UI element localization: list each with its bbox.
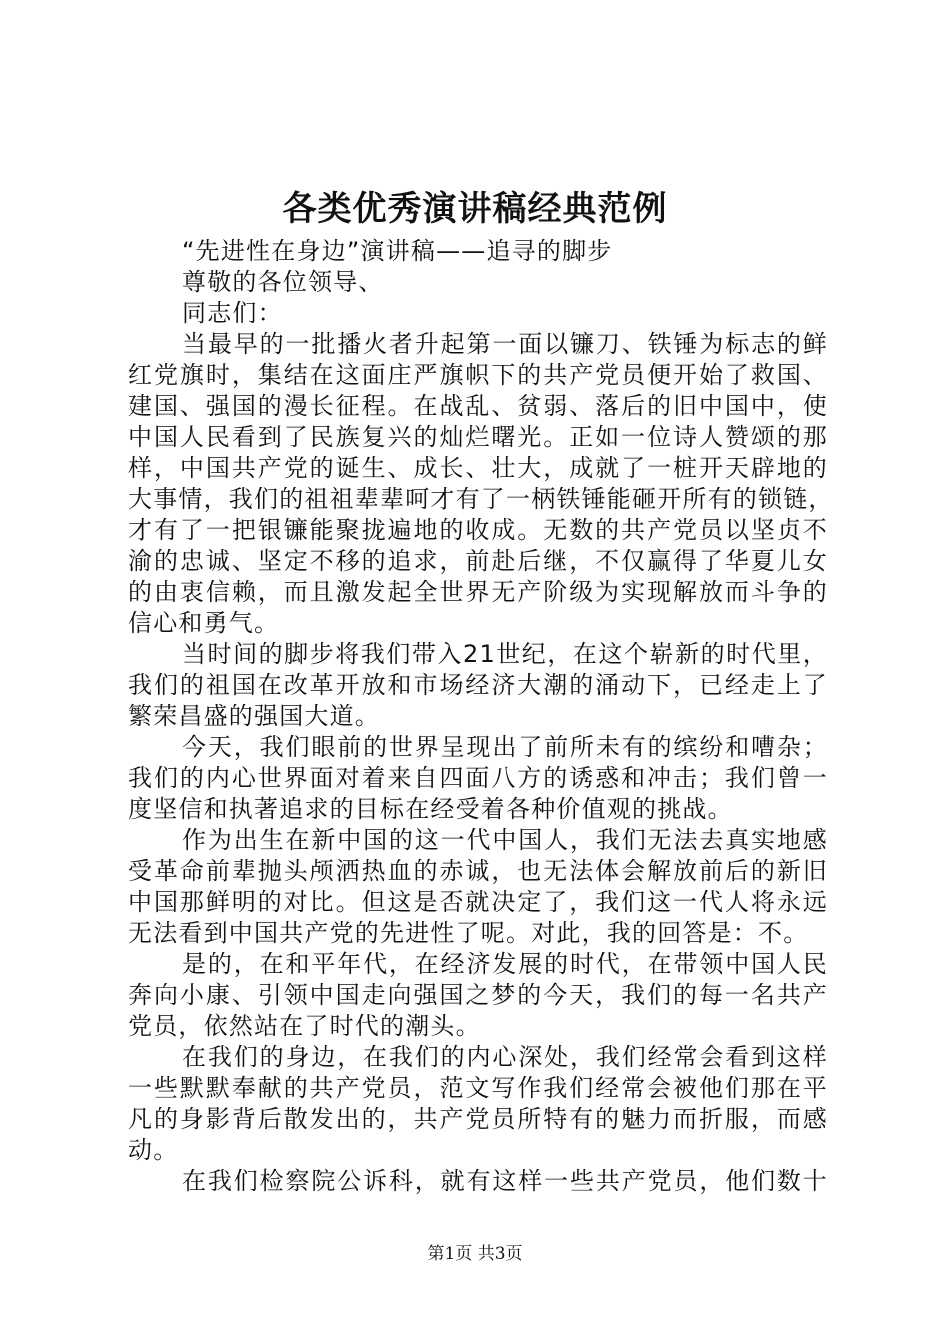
paragraph-line: 当最早的一批播火者升起第一面以镰刀、铁锤为标志的鲜 bbox=[182, 330, 828, 358]
paragraph-line: 凡的身影背后散发出的，共产党员所特有的魅力而折服，而感 bbox=[128, 1105, 828, 1133]
paragraph-line: 是的，在和平年代，在经济发展的时代，在带领中国人民 bbox=[182, 950, 828, 978]
paragraph-line: 的由衷信赖，而且激发起全世界无产阶级为实现解放而斗争的 bbox=[128, 578, 828, 606]
salutation-line: 尊敬的各位领导、 bbox=[182, 268, 384, 296]
paragraph-line: 党员，依然站在了时代的潮头。 bbox=[128, 1012, 481, 1040]
page-footer: 第1页 共3页 bbox=[427, 1244, 523, 1264]
paragraph-line: 一些默默奉献的共产党员，范文写作我们经常会被他们那在平 bbox=[128, 1074, 828, 1102]
paragraph-line: 当时间的脚步将我们带入21世纪，在这个崭新的时代里， bbox=[182, 640, 828, 668]
paragraph-line: 动。 bbox=[128, 1136, 179, 1164]
paragraph-line: 我们的祖国在改革开放和市场经济大潮的涌动下，已经走上了 bbox=[128, 671, 828, 699]
paragraph-line: 无法看到中国共产党的先进性了呢。对此，我的回答是：不。 bbox=[128, 919, 809, 947]
paragraph-line: 大事情，我们的祖祖辈辈呵才有了一柄铁锤能砸开所有的锁链， bbox=[128, 485, 834, 513]
paragraph-line: 红党旗时，集结在这面庄严旗帜下的共产党员便开始了救国、 bbox=[128, 361, 828, 389]
paragraph-line: 我们的内心世界面对着来自四面八方的诱惑和冲击；我们曾一 bbox=[128, 764, 828, 792]
document-title: 各类优秀演讲稿经典范例 bbox=[282, 189, 668, 229]
paragraph-line: 繁荣昌盛的强国大道。 bbox=[128, 702, 380, 730]
subtitle-line: “先进性在身边”演讲稿——追寻的脚步 bbox=[182, 237, 613, 265]
paragraph-line: 在我们的身边，在我们的内心深处，我们经常会看到这样 bbox=[182, 1043, 828, 1071]
paragraph-line: 今天，我们眼前的世界呈现出了前所未有的缤纷和嘈杂； bbox=[182, 733, 828, 761]
paragraph-line: 样，中国共产党的诞生、成长、壮大，成就了一桩开天辟地的 bbox=[128, 454, 828, 482]
paragraph-line: 信心和勇气。 bbox=[128, 609, 280, 637]
paragraph-line: 作为出生在新中国的这一代中国人，我们无法去真实地感 bbox=[182, 826, 828, 854]
salutation-line: 同志们： bbox=[182, 299, 283, 327]
paragraph-line: 才有了一把银镰能聚拢遍地的收成。无数的共产党员以坚贞不 bbox=[128, 516, 828, 544]
document-body bbox=[128, 236, 834, 1197]
paragraph-line: 度坚信和执著追求的目标在经受着各种价值观的挑战。 bbox=[128, 795, 733, 823]
paragraph-line: 渝的忠诚、坚定不移的追求，前赴后继，不仅赢得了华夏儿女 bbox=[128, 547, 828, 575]
paragraph-line: 在我们检察院公诉科，就有这样一些共产党员，他们数十 bbox=[182, 1167, 828, 1195]
paragraph-line: 受革命前辈抛头颅洒热血的赤诚，也无法体会解放前后的新旧 bbox=[128, 857, 828, 885]
paragraph-line: 建国、强国的漫长征程。在战乱、贫弱、落后的旧中国中，使 bbox=[128, 392, 828, 420]
paragraph-line: 中国人民看到了民族复兴的灿烂曙光。正如一位诗人赞颂的那 bbox=[128, 423, 828, 451]
paragraph-line: 中国那鲜明的对比。但这是否就决定了，我们这一代人将永远 bbox=[128, 888, 828, 916]
paragraph-line: 奔向小康、引领中国走向强国之梦的今天，我们的每一名共产 bbox=[128, 981, 828, 1009]
